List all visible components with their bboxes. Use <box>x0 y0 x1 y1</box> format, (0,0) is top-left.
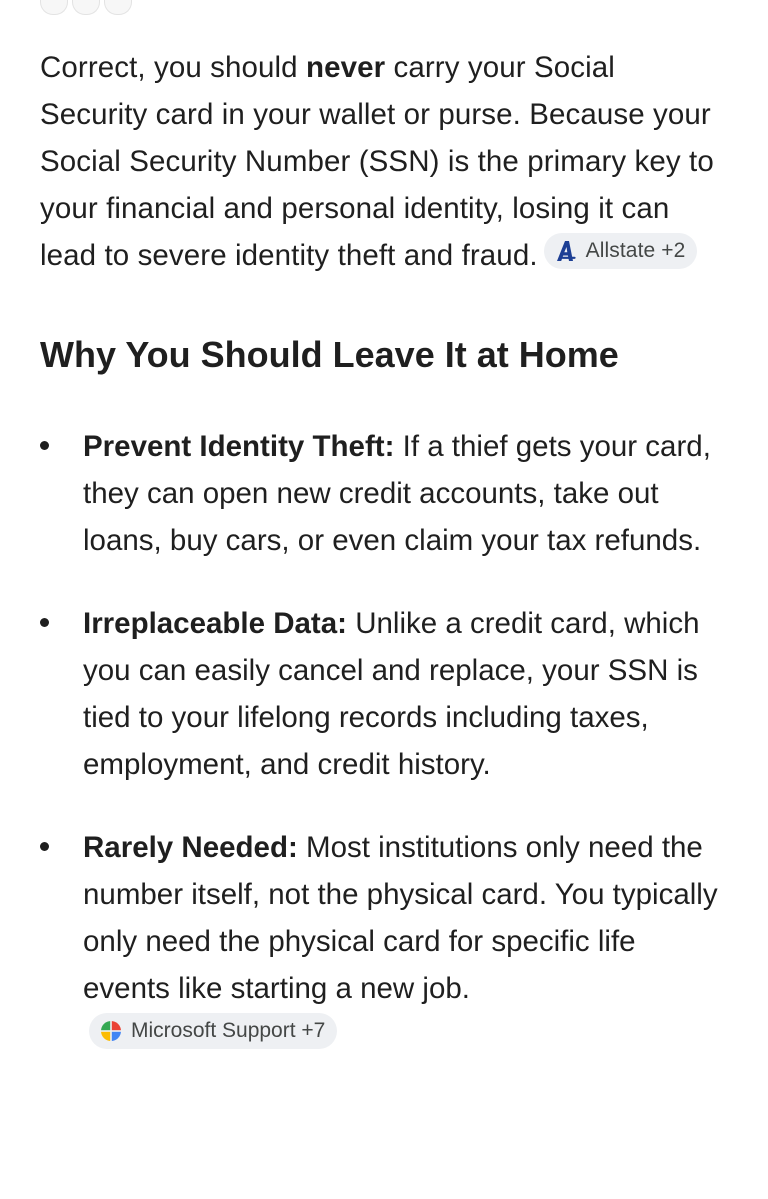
source-favicons-strip <box>40 0 132 16</box>
source-chip-label: Allstate +2 <box>585 239 686 262</box>
list-item-text: If a thief gets your card, they can open new credit accounts, take out loans, buy cars, or even claim your tax refunds. <box>83 430 711 557</box>
list-item-title: Rarely Needed: <box>83 831 298 864</box>
allstate-logo-icon <box>554 239 578 263</box>
source-chip-label: Microsoft Support +7 <box>131 1019 326 1042</box>
bullet-icon <box>40 441 49 450</box>
reasons-list <box>40 423 720 1059</box>
list-item-text: Most institutions only need the number itself, not the physical card. You typically only need the physical card for specific life events like starting a new job. <box>83 831 718 1005</box>
intro-text: Correct, you should <box>40 51 306 84</box>
list-item-title: Irreplaceable Data: <box>83 607 347 640</box>
list-item <box>40 824 720 1059</box>
source-favicon <box>40 0 68 15</box>
answer-content <box>40 44 720 1095</box>
section-heading: Why You Should Leave It at Home <box>40 334 619 375</box>
source-chip-allstate[interactable] <box>544 233 698 269</box>
intro-text-continued: carry your Social Security card in your wallet or purse. Because your Social Security Number (SSN) is the primary key to your financial and personal identity, losing it can lead to severe identity theft and fraud. <box>40 51 714 272</box>
source-chip-microsoft[interactable] <box>89 1013 337 1049</box>
intro-paragraph <box>40 44 720 279</box>
list-item-title: Prevent Identity Theft: <box>83 430 395 463</box>
list-item <box>40 600 720 788</box>
microsoft-logo-icon <box>99 1019 123 1043</box>
list-item <box>40 423 720 564</box>
source-favicon <box>72 0 100 15</box>
bullet-icon <box>40 842 49 851</box>
source-favicon <box>104 0 132 15</box>
bullet-icon <box>40 618 49 627</box>
intro-emphasis: never <box>306 51 386 84</box>
list-item-text: Unlike a credit card, which you can easily cancel and replace, your SSN is tied to your lifelong records including taxes, employment, and credit history. <box>83 607 700 781</box>
